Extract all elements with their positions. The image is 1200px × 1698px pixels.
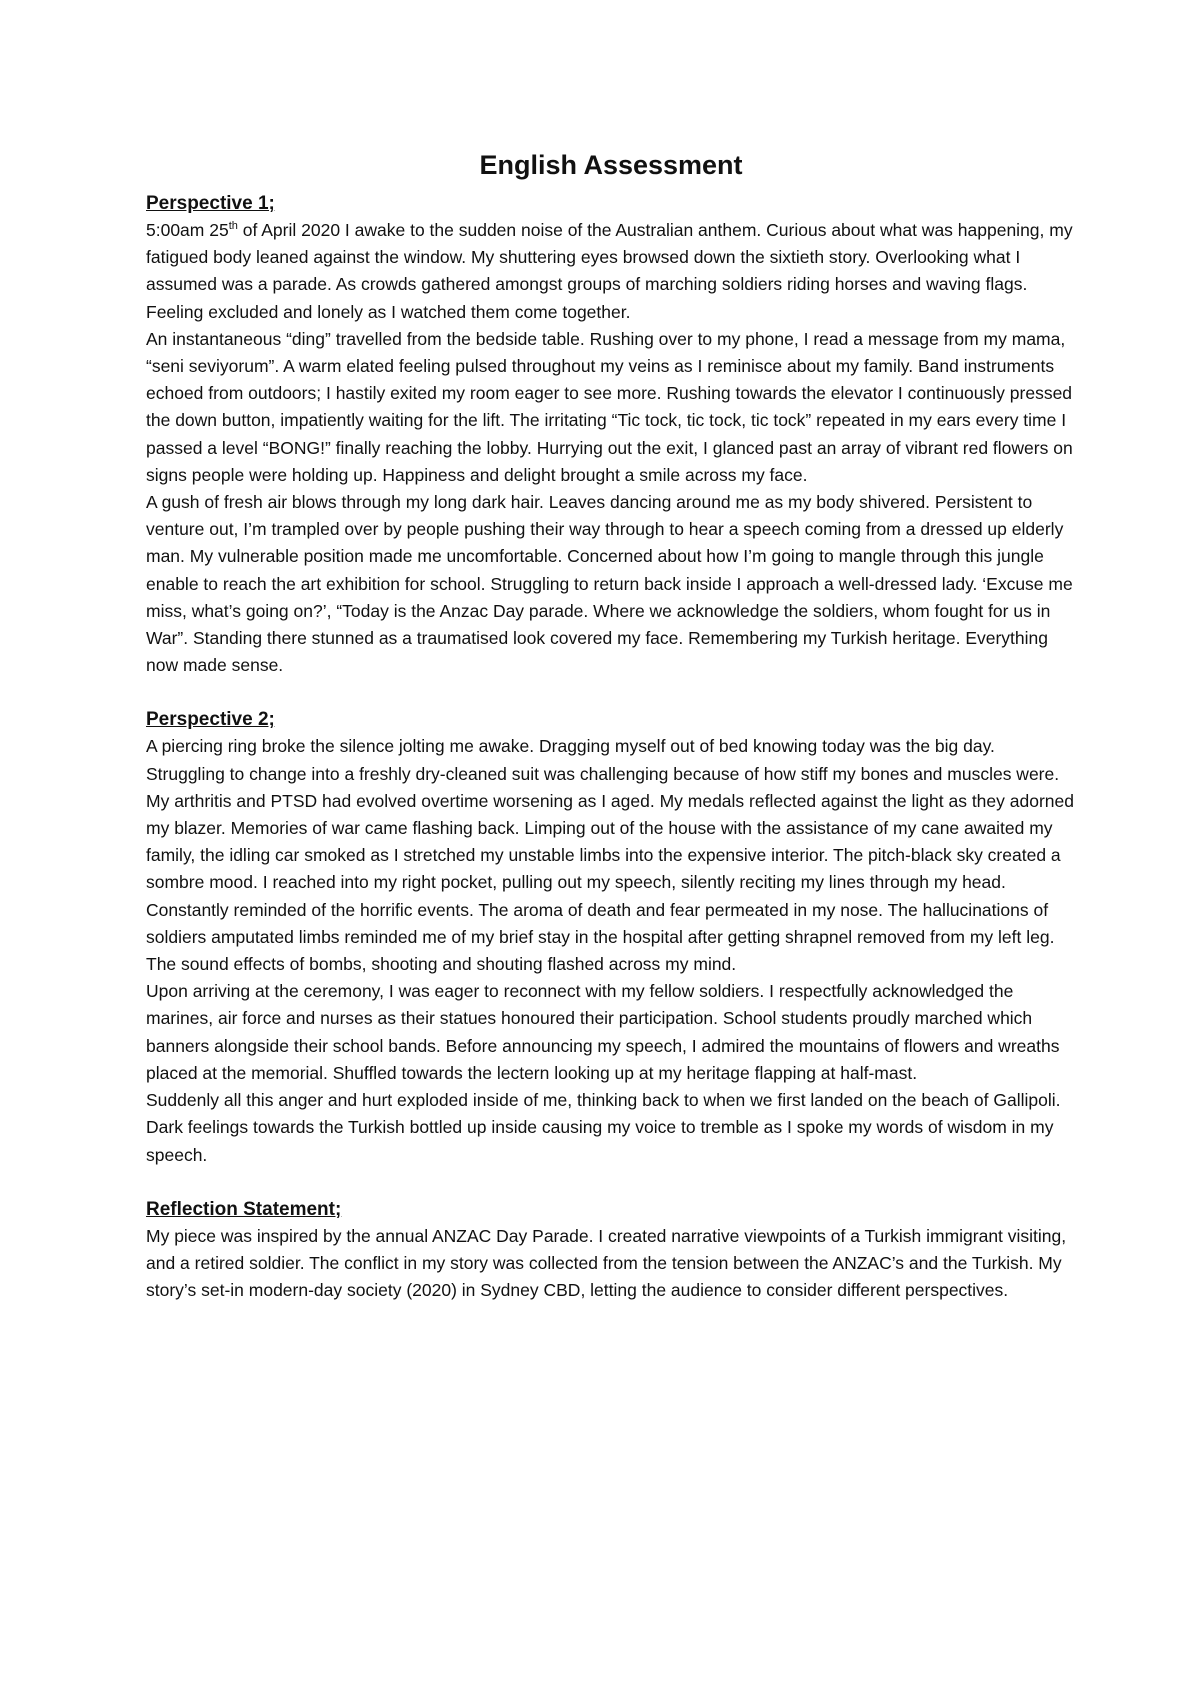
reflection-section bbox=[146, 1196, 1076, 1305]
perspective-2-section bbox=[146, 706, 1076, 1168]
perspective-1-heading: Perspective 1; bbox=[146, 193, 275, 214]
date-superscript: th bbox=[228, 220, 238, 233]
perspective-2-paragraph-1: A piercing ring broke the silence jolting me awake. Dragging myself out of bed knowing today was the big day. Struggling to change into a freshly dry-cleaned suit was challenging because of how stiff my bones and muscles were. My arthritis and PTSD had evolved overtime worsening as I aged. My medals reflected against the light as they adorned my blazer. Memories of war came flashing back. Limping out of the house with the assistance of my cane awaited my family, the idling car smoked as I stretched my unstable limbs into the expensive interior. The pitch-black sky created a sombre mood. I reached into my right pocket, pulling out my speech, silently reciting my lines through my head. Constantly reminded of the horrific events. The aroma of death and fear permeated in my nose. The hallucinations of soldiers amputated limbs reminded me of my brief stay in the hospital after getting shrapnel removed from my left leg. The sound effects of bombs, shooting and shouting flashed across my mind. bbox=[146, 736, 1074, 975]
reflection-paragraph: My piece was inspired by the annual ANZAC Day Parade. I created narrative viewpoints of a Turkish immigrant visiting, and a retired soldier. The conflict in my story was collected from the tension between the ANZAC’s and the Turkish. My story’s set-in modern-day society (2020) in Sydney CBD, letting the audience to consider different perspectives. bbox=[146, 1225, 1067, 1301]
document-title: English Assessment bbox=[479, 150, 743, 180]
perspective-1-paragraph-2: An instantaneous “ding” travelled from the bedside table. Rushing over to my phone, I read a message from my mama, “seni seviyorum”. A warm elated feeling pulsed throughout my veins as I reminisce about my family. Band instruments echoed from outdoors; I hastily exited my room eager to see more. Rushing towards the elevator I continuously pressed the down button, impatiently waiting for the lift. The irritating “Tic tock, tic tock, tic tock” repeated in my ears every time I passed a level “BONG!” finally reaching the lobby. Hurrying out the exit, I glanced past an array of vibrant red flowers on signs people were holding up. Happiness and delight brought a smile across my face. bbox=[146, 328, 1073, 485]
perspective-1-paragraph-1 bbox=[146, 217, 1076, 326]
date-prefix: 5:00am 25 bbox=[146, 220, 229, 240]
perspective-1-paragraph-3: A gush of fresh air blows through my long dark hair. Leaves dancing around me as my body shivered. Persistent to venture out, I’m trampled over by people pushing their way through to hear a speech coming from a dressed up elderly man. My vulnerable position made me uncomfortable. Concerned about how I’m going to mangle through this jungle enable to reach the art exhibition for school. Struggling to return back inside I approach a well-dressed lady. ‘Excuse me miss, what’s going on?’, “Today is the Anzac Day parade. Where we acknowledge the soldiers, whom fought for us in War”. Standing there stunned as a traumatised look covered my face. Remembering my Turkish heritage. Everything now made sense. bbox=[146, 492, 1073, 676]
reflection-heading: Reflection Statement; bbox=[146, 1198, 342, 1220]
perspective-2-paragraph-3: Suddenly all this anger and hurt exploded inside of me, thinking back to when we first landed on the beach of Gallipoli. Dark feelings towards the Turkish bottled up inside causing my voice to tremble as I spoke my words of wisdom in my speech. bbox=[146, 1090, 1061, 1165]
perspective-1-section bbox=[146, 190, 1076, 679]
document-page bbox=[146, 148, 1076, 1331]
paragraph-text: of April 2020 I awake to the sudden noise of the Australian anthem. Curious about what was happening, my fatigued body leaned against the window. My shuttering eyes browsed down the sixtieth story. Overlooking what I assumed was a parade. As crowds gathered amongst groups of marching soldiers riding horses and waving flags. Feeling excluded and lonely as I watched them come together. bbox=[146, 220, 1073, 322]
perspective-2-paragraph-2: Upon arriving at the ceremony, I was eager to reconnect with my fellow soldiers. I respectfully acknowledged the marines, air force and nurses as their statues honoured their participation. School students proudly marched which banners alongside their school bands. Before announcing my speech, I admired the mountains of flowers and wreaths placed at the memorial. Shuffled towards the lectern looking up at my heritage flapping at half-mast. bbox=[146, 981, 1060, 1083]
perspective-2-heading: Perspective 2; bbox=[146, 709, 275, 731]
